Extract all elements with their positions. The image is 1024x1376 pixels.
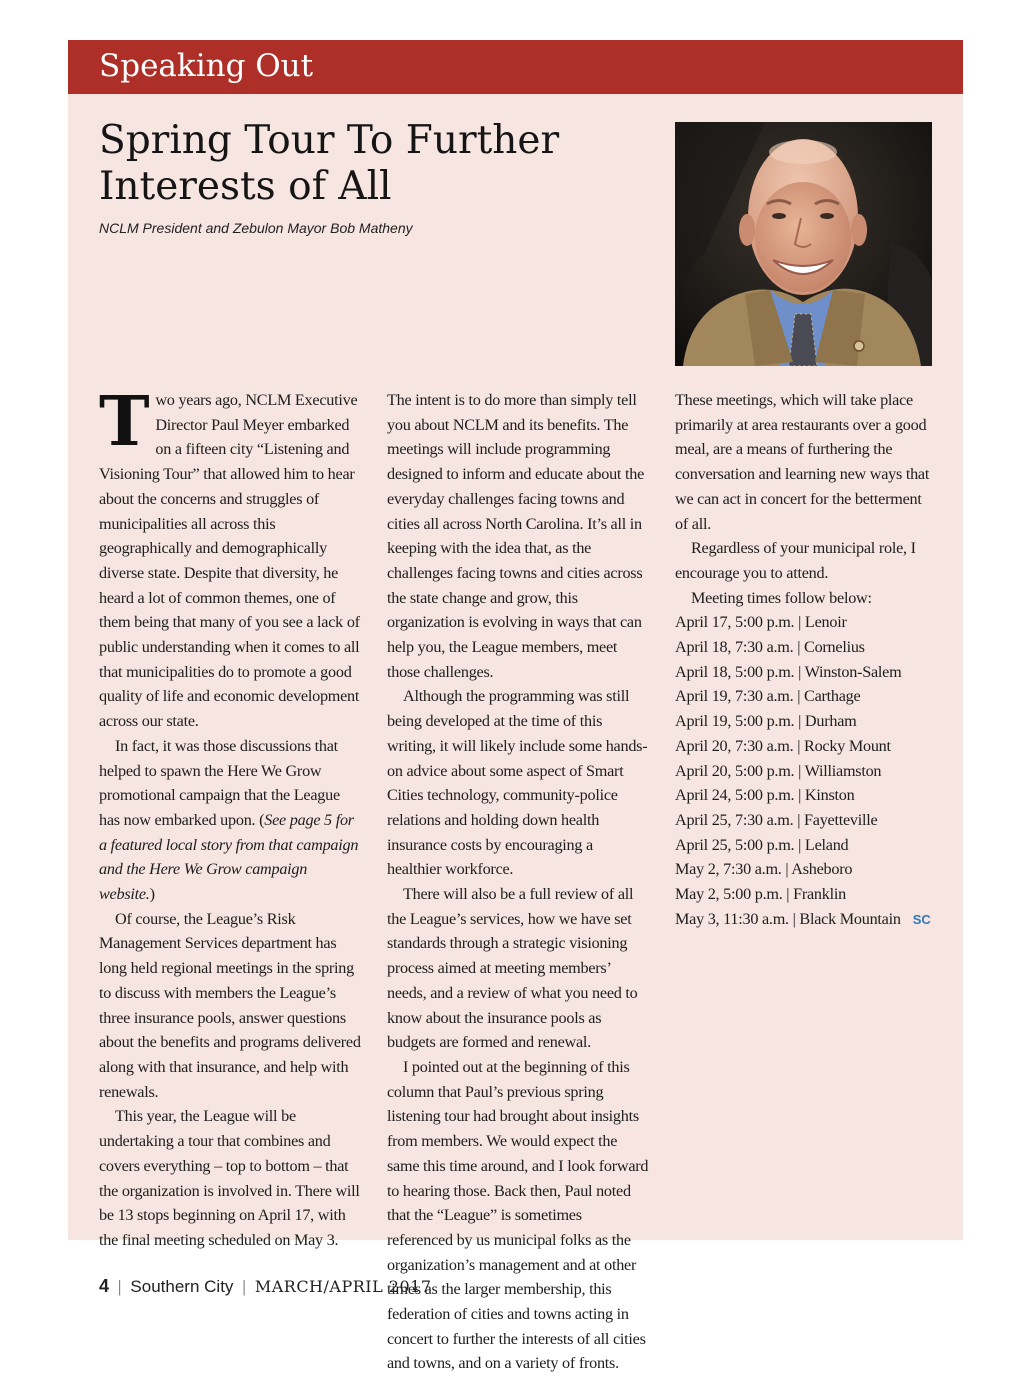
- paragraph: In fact, it was those discussions that helped to spawn the Here We Grow promotional campaign that the League has now embarked upon. (See page 5 for a featured local story from that campaign and the Here We Grow campaign website.): [99, 736, 359, 904]
- footer-separator: |: [118, 1277, 122, 1296]
- schedule-item: April 19, 7:30 a.m. | Carthage: [675, 687, 861, 706]
- schedule-item: May 2, 7:30 a.m. | Asheboro: [675, 860, 853, 879]
- paragraph: There will also be a full review of all the League’s services, how we have set standards through a strategic visioning process aimed at meeting members’ needs, and a review of what you need to know about the insurance pools as budgets are formed and renewal.: [387, 885, 638, 1052]
- paragraph: Two years ago, NCLM Executive Director Paul Meyer embarked on a fifteen city “Listening and Visioning Tour” that allowed him to hear about the concerns and struggles of municipalities all across this geographically and demographically diverse state. Despite that diversity, he heard a lot of common themes, one of them being that many of you see a lack of public understanding when it comes to all that municipalities do to promote a good quality of life and economic development across our state.: [99, 382, 360, 731]
- paragraph: Meeting times follow below:: [691, 588, 872, 607]
- schedule-item: April 18, 7:30 a.m. | Cornelius: [675, 638, 865, 657]
- page-footer: [99, 1276, 432, 1297]
- schedule-item: April 20, 5:00 p.m. | Williamston: [675, 761, 882, 780]
- section-label: Speaking Out: [99, 48, 314, 84]
- schedule-item: April 25, 7:30 a.m. | Fayetteville: [675, 810, 878, 829]
- schedule-item: April 20, 7:30 a.m. | Rocky Mount: [675, 736, 891, 755]
- portrait-photo: [675, 122, 932, 366]
- paragraph: Of course, the League’s Risk Management Services department has long held regional meetings in the spring to discuss with members the League’s three insurance pools, answer questions about the benefits and programs delivered along with that insurance, and help with renewals.: [99, 909, 361, 1101]
- title-line-1: Spring Tour To Further: [99, 118, 560, 163]
- title-line-2: Interests of All: [99, 164, 392, 209]
- footer-separator: |: [242, 1277, 246, 1296]
- paragraph: This year, the League will be undertaking a tour that combines and covers everything – top to bottom – that the organization is involved in. There will be 13 stops beginning on April 17, with the final meeting scheduled on May 3.: [99, 1107, 360, 1249]
- text-column-1: [99, 382, 361, 1253]
- meeting-schedule: [675, 610, 937, 932]
- paragraph: These meetings, which will take place primarily at area restaurants over a good meal, are a means of furthering the conversation and learning new ways that we can act in concert for the betterment of all.: [675, 391, 930, 533]
- text-column-2: [387, 388, 649, 1376]
- paragraph: Regardless of your municipal role, I encourage you to attend.: [675, 539, 916, 582]
- text-column-3: [675, 388, 937, 932]
- paragraph: I pointed out at the beginning of this column that Paul’s previous spring listening tour had brought about insights from members. We would expect the same this time around, and I look forward to hearing those. Back then, Paul noted that the “League” is sometimes referenced by us municipal folks as the organization’s management and at other times as the larger membership, this federation of cities and towns acting in concert to further the interests of all cities and towns, and on a variety of fronts.: [387, 1057, 649, 1373]
- section-header: [68, 40, 963, 94]
- schedule-item: May 2, 5:00 p.m. | Franklin: [675, 885, 846, 904]
- drop-cap: T: [99, 382, 150, 462]
- magazine-name: Southern City: [130, 1277, 234, 1296]
- page-number: 4: [99, 1276, 110, 1296]
- schedule-item: April 24, 5:00 p.m. | Kinston: [675, 786, 855, 805]
- article-title: [99, 118, 559, 210]
- paragraph: Although the programming was still being developed at the time of this writing, it will likely include some hands-on advice about some aspect of Smart Cities technology, community-police relations and holding down health insurance costs by encouraging a healthier workforce.: [387, 687, 648, 879]
- schedule-item: April 25, 5:00 p.m. | Leland: [675, 835, 849, 854]
- schedule-item-last: May 3, 11:30 a.m. | Black Mountain SC: [675, 909, 931, 928]
- issue-date: MARCH/APRIL 2017: [254, 1277, 432, 1296]
- paragraph: The intent is to do more than simply tell you about NCLM and its benefits. The meetings will include programming designed to inform and educate about the everyday challenges facing towns and cities all across North Carolina. It’s all in keeping with the idea that, as the challenges facing towns and cities across the state change and grow, this organization is evolving in ways that can help you, the League members, meet those challenges.: [387, 391, 645, 681]
- schedule-item: April 19, 5:00 p.m. | Durham: [675, 712, 857, 731]
- schedule-item: April 18, 5:00 p.m. | Winston-Salem: [675, 662, 902, 681]
- end-mark: SC: [912, 911, 931, 927]
- article-byline: NCLM President and Zebulon Mayor Bob Matheny: [99, 220, 413, 236]
- schedule-item: April 17, 5:00 p.m. | Lenoir: [675, 613, 847, 632]
